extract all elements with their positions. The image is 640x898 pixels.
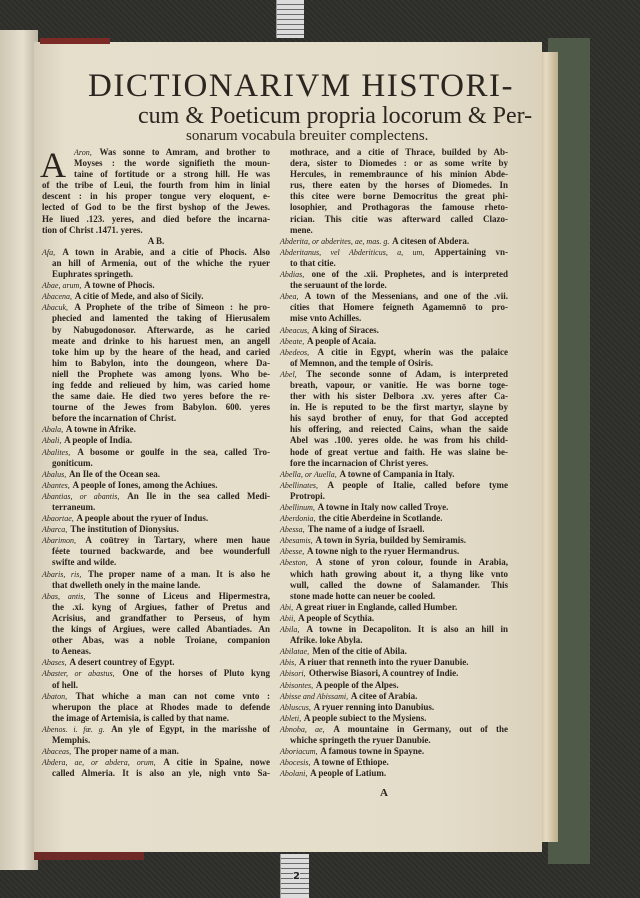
entry-line	[42, 458, 270, 469]
entry-line-headword	[280, 768, 508, 779]
line-text: Was sonne to Amram, and brother to	[99, 147, 270, 157]
entry-line	[42, 613, 270, 624]
entry-line	[42, 358, 270, 369]
entry-line-headword	[42, 424, 270, 435]
line-text: A towne of Phocis.	[84, 280, 155, 291]
line-text: breath, vapour, or vanitie. He was borne toge-	[290, 379, 508, 390]
entry-line	[42, 369, 270, 380]
headword: Abel,	[280, 369, 297, 379]
entry-line-headword	[42, 746, 270, 757]
line-text: A ryuer renning into Danubius.	[313, 701, 435, 712]
line-text: Appertaining vn-	[434, 246, 508, 257]
line-text: A towne of Campania in Italy.	[339, 468, 455, 479]
entry-line-headword	[280, 291, 508, 302]
line-text: A famous towne in Spayne.	[320, 746, 425, 757]
entry-line-headword	[280, 713, 508, 724]
ruler-number: 2	[293, 871, 300, 882]
entry-line	[280, 302, 508, 313]
line-text: A people of Italie, called before tyme	[327, 479, 508, 490]
line-text: The name of a iudge of Israell.	[307, 524, 425, 535]
headword: Abaris, ris,	[42, 569, 82, 579]
entry-line	[280, 214, 508, 225]
line-text: A towne in Decapoliton. It is also an hill in	[306, 624, 508, 635]
line-text: this citee were borne Democritus the great phi-	[290, 191, 508, 202]
line-text: the .xi. kyng of Argiues, father of Pretus and	[52, 601, 270, 612]
line-text: The proper name of a man. It is also he	[87, 568, 270, 579]
entry-line	[42, 158, 270, 169]
line-text: One of the horses of Pluto kyng	[122, 668, 271, 679]
entry-line	[42, 191, 270, 202]
headword: Afa,	[42, 247, 56, 257]
line-text: Protropi.	[290, 490, 325, 501]
entry-line	[42, 236, 270, 247]
line-text: A people of Acaia.	[306, 335, 376, 346]
line-text: A citie in Spaine, nowe	[163, 757, 270, 768]
headword: Abi,	[280, 602, 294, 612]
entry-line	[280, 358, 508, 369]
scale-ruler-top	[276, 0, 304, 38]
entry-line-headword	[280, 480, 508, 491]
right-column	[280, 147, 508, 799]
headword: Abderita, or abderites, ae, mas. g.	[280, 236, 390, 246]
line-text: A citie in Egypt, wherin was the palaice	[317, 346, 508, 357]
entry-line-headword	[280, 347, 508, 358]
headword: Abila,	[280, 625, 300, 635]
line-text: Otherwise Biasori, A countrey of Indie.	[308, 668, 459, 679]
entry-line-headword	[280, 369, 508, 380]
line-text: phecied and lamented the taking of Hierusalem	[52, 313, 270, 324]
headword: Abenos. i. fœ. g.	[42, 724, 105, 734]
line-text: An yle of Egypt, in the marisshe of	[111, 723, 270, 734]
entry-line	[42, 735, 270, 746]
entry-line-headword	[42, 657, 270, 668]
line-text: which hath growing about it, a thyng like vnto	[290, 568, 508, 579]
line-text: of the tribe of Leui, the fourth from him in linial	[42, 180, 270, 191]
line-text: tion of Christ .1471. yeres.	[42, 224, 143, 235]
headword: Aron,	[74, 148, 92, 157]
entry-line-headword	[42, 280, 270, 291]
line-text: A town in Arabie, and a citie of Phocis. Also	[62, 246, 270, 257]
headword: Abocesis,	[280, 758, 311, 768]
entry-line	[280, 391, 508, 402]
line-text: A people subiect to the Mysiens.	[303, 712, 427, 723]
entry-line	[280, 435, 508, 446]
entry-line	[42, 702, 270, 713]
entry-line	[280, 280, 508, 291]
headword: Abii,	[280, 613, 296, 623]
line-text: swifte and wilde.	[52, 557, 117, 568]
entry-line-headword	[42, 513, 270, 524]
line-text: A town in Syria, builded by Semiramis.	[315, 535, 466, 546]
line-text: tourne of the Jewes from Babylon. 600. yeres	[52, 402, 270, 413]
line-text: Hercules, in remembraunce of his minion Abde-	[290, 169, 508, 180]
line-text: the same daie. He died two yeres before the re-	[52, 391, 270, 402]
line-text: A citie of Mede, and also of Sicily.	[74, 291, 204, 302]
entry-line-headword	[280, 269, 508, 280]
headword: Abali,	[42, 436, 62, 446]
entry-line	[42, 336, 270, 347]
entry-line	[42, 169, 270, 180]
entry-line-headword	[280, 546, 508, 557]
line-text: goniticum.	[52, 457, 93, 468]
entry-line	[42, 502, 270, 513]
entry-line	[280, 258, 508, 269]
entry-line-headword	[42, 668, 270, 679]
entry-line-headword	[280, 602, 508, 613]
entry-line	[42, 646, 270, 657]
entry-line	[42, 557, 270, 568]
line-text: A people of Scythia.	[298, 612, 375, 623]
entry-line	[42, 580, 270, 591]
entry-line-headword	[42, 524, 270, 535]
entry-line	[42, 347, 270, 358]
entry-line	[280, 580, 508, 591]
entry-line	[280, 147, 508, 158]
line-text: A coūtrey in Tartary, where men haue	[85, 535, 270, 546]
drop-cap: A	[40, 145, 66, 185]
headword: Abas, antis,	[42, 591, 86, 601]
line-text: descent : in his proper tongue very eloquent, e-	[42, 191, 270, 202]
headword: Abantes,	[42, 480, 70, 490]
line-text: A riuer that renneth into the ryuer Danubie.	[299, 657, 469, 668]
entry-line-headword	[42, 247, 270, 258]
line-text: lected of God to be the first byshop of the Jewes.	[42, 202, 270, 213]
line-text: A bosome or goulfe in the sea, called Tro-	[77, 446, 270, 457]
line-text: A citesen of Abdera.	[392, 235, 470, 246]
entry-line-headword	[280, 513, 508, 524]
line-text: A king of Siraces.	[311, 324, 379, 335]
entry-line-headword	[42, 491, 270, 502]
entry-line-headword	[280, 247, 508, 258]
entry-line	[280, 591, 508, 602]
entry-line	[42, 602, 270, 613]
entry-line-headword	[42, 535, 270, 546]
entry-line-headword	[42, 569, 270, 580]
line-text: his offering, and reiected Cains, whan the saide	[290, 424, 508, 435]
headword: Abacena,	[42, 292, 72, 302]
headword: Abaortae,	[42, 514, 74, 524]
headword: Abesse,	[280, 547, 305, 557]
entry-line	[280, 180, 508, 191]
entry-line	[280, 491, 508, 502]
headword: Aberdonia,	[280, 514, 316, 524]
line-text: in. He is reputed to be the first martyr, slayne by	[290, 402, 508, 413]
headword: Ableti,	[280, 713, 302, 723]
entry-line	[280, 158, 508, 169]
line-text: A great riuer in Englande, called Humber.	[295, 601, 458, 612]
line-text: hode of great vertue and faith. He was slaine be-	[290, 446, 508, 457]
entry-line	[280, 735, 508, 746]
entry-line	[280, 380, 508, 391]
entry-line	[280, 447, 508, 458]
entry-line	[42, 413, 270, 424]
line-text: terraneum.	[52, 502, 96, 512]
line-text: Euphrates springeth.	[52, 269, 134, 280]
line-text: Abel was .100. yeres olde. he was from his child-	[290, 435, 508, 446]
headword: Abderitanus, vel Abderiticus, a, um,	[280, 247, 425, 257]
entry-line	[42, 713, 270, 724]
line-text: The seconde sonne of Adam, is interpreted	[306, 368, 508, 379]
headword: Abella, or Auella,	[280, 469, 337, 479]
line-text: the image of Artemisia, is called by that name.	[52, 712, 229, 723]
entry-line	[42, 202, 270, 213]
entry-line-headword	[280, 702, 508, 713]
line-text: A Prophete of the tribe of Simeon : he pro-	[74, 302, 270, 313]
entry-line-headword	[280, 336, 508, 347]
line-text: taine of fortitude or a strong hill. He was	[74, 169, 270, 180]
line-text: A people of Latium.	[310, 768, 387, 779]
line-text: to Aeneas.	[52, 646, 91, 657]
left-column	[42, 147, 270, 779]
line-text: stone made hotte can neuer be cooled.	[290, 590, 436, 601]
line-text: toke him up by the heare of the head, and caried	[52, 346, 270, 357]
line-text: The proper name of a man.	[74, 746, 179, 757]
headword: Abala,	[42, 425, 64, 435]
line-text: A towne in Afrike.	[65, 424, 136, 435]
headword: Abolani,	[280, 769, 308, 779]
line-text: Afrike. loke Abyla.	[290, 635, 363, 646]
line-text: The institution of Dionysius.	[70, 524, 179, 535]
line-text: his sayd brother of enuy, for that God accepted	[290, 413, 508, 424]
entry-line	[280, 169, 508, 180]
headword: Abacuk,	[42, 303, 68, 313]
line-text: niell the Prophete was among lyons. Who be-	[52, 368, 270, 379]
line-text: meate and drinke to his haruest men, an angell	[52, 335, 270, 346]
headword: Abeston,	[280, 558, 308, 568]
entry-line	[42, 325, 270, 336]
line-text: fore the incarnacion of Christ yeres.	[290, 457, 429, 468]
entry-line	[42, 225, 270, 236]
line-text: A desert countrey of Egypt.	[69, 657, 175, 668]
entry-line	[42, 546, 270, 557]
entry-line-headword	[42, 757, 270, 768]
headword: Abdias,	[280, 270, 305, 280]
entry-line-headword	[280, 724, 508, 735]
entry-line-headword	[42, 302, 270, 313]
headword: Abeacus,	[280, 325, 310, 335]
entry-line	[280, 424, 508, 435]
line-text: That whiche a man can not come vnto :	[75, 690, 270, 701]
line-text: called Almeria. It is also an yle, nigh vnto Sa-	[52, 768, 270, 779]
line-text: A people of the Alpes.	[315, 679, 399, 690]
line-text: Men of the citie of Abila.	[312, 646, 407, 657]
entry-line	[280, 313, 508, 324]
entry-line	[42, 768, 270, 779]
line-text: A B.	[147, 235, 165, 246]
headword: Abaceas,	[42, 747, 72, 757]
catchword: A	[380, 787, 388, 800]
line-text: him to Babylon, into the doungeon, where Da-	[52, 357, 270, 368]
entry-line	[42, 624, 270, 635]
title-line-2: cum & Poeticum propria locorum & Per-	[138, 103, 533, 129]
entry-line-headword	[42, 591, 270, 602]
entry-line-headword	[280, 624, 508, 635]
line-text: A towne nigh to the ryuer Hermandrus.	[306, 546, 460, 557]
entry-line	[42, 258, 270, 269]
headword: Aboriacum,	[280, 747, 318, 757]
line-text: A people of India.	[64, 435, 133, 446]
headword: Abedeos,	[280, 347, 310, 357]
entry-line-headword	[280, 757, 508, 768]
line-text: of hell.	[52, 679, 78, 690]
line-text: A people of Iones, among the Achiues.	[72, 479, 218, 490]
line-text: A stone of yron colour, founde in Arabia,	[315, 557, 508, 568]
entry-line-headword	[42, 469, 270, 480]
entry-line-headword	[42, 147, 270, 158]
entry-line	[42, 269, 270, 280]
binding-strip-top	[40, 38, 110, 44]
entry-line-headword	[280, 646, 508, 657]
line-text: cities that Homere feigneth Agamemnō to pro-	[290, 302, 508, 313]
line-text: A mountaine in Germany, out of the	[333, 723, 508, 734]
line-text: A towne of Ethiope.	[313, 757, 389, 768]
headword: Abaster, or abastus,	[42, 669, 115, 679]
entry-line-headword	[280, 746, 508, 757]
line-text: other Abas, was a noble Troiane, companion	[52, 635, 270, 646]
title-line-3: sonarum vocabula breuiter complectens.	[186, 128, 429, 144]
headword: Abases,	[42, 658, 67, 668]
entry-line	[42, 635, 270, 646]
entry-line	[280, 635, 508, 646]
entry-line-headword	[42, 724, 270, 735]
line-text: ing fedde and relieued by him, was caried home	[52, 379, 270, 390]
entry-line-headword	[280, 557, 508, 568]
entry-line	[280, 202, 508, 213]
entry-line	[42, 214, 270, 225]
entry-line	[280, 402, 508, 413]
line-text: An Ile in the sea called Medi-	[127, 490, 270, 501]
headword: Abilatae,	[280, 647, 310, 657]
line-text: Moyses : the worde signifieth the moun-	[74, 158, 270, 169]
line-text: Acrisius, and grandfather to Perseus, of hym	[52, 612, 270, 623]
line-text: by Nabugodonosor. Afterwarde, as he caried	[52, 324, 270, 335]
line-text: whiche springeth the ryuer Danubie.	[290, 734, 431, 745]
entry-line-headword	[280, 236, 508, 247]
line-text: that dwelleth onely in the maine lande.	[52, 579, 201, 590]
line-text: dera, sister to Diomedes : or as some write by	[290, 158, 508, 169]
line-text: wull, called the downe of Salamander. This	[290, 579, 508, 590]
entry-line-headword	[42, 480, 270, 491]
entry-line	[280, 225, 508, 236]
entry-line	[42, 180, 270, 191]
entry-line-headword	[280, 668, 508, 679]
headword: Abisori,	[280, 669, 306, 679]
line-text: of Memnon, and the temple of Osiris.	[290, 357, 433, 368]
headword: Abisse and Abissami,	[280, 691, 349, 701]
line-text: féete tourned backwarde, and bee wounderfull	[52, 546, 270, 557]
headword: Abdera, ae, or abdera, orum,	[42, 758, 156, 768]
entry-line-headword	[280, 691, 508, 702]
entry-line-headword	[42, 435, 270, 446]
line-text: Memphis.	[52, 734, 91, 745]
line-text: The sonne of Liceus and Hipermestra,	[94, 590, 270, 601]
line-text: losophier, and Prothagoras the famouse rheto-	[290, 202, 508, 213]
line-text: rician. This citie was afterward called Clazo-	[290, 213, 508, 224]
line-text: wherupon the place at Rhodes made to defende	[52, 701, 270, 712]
line-text: mene.	[290, 224, 313, 235]
headword: Abesamis,	[280, 536, 313, 546]
headword: Abellinates,	[280, 480, 318, 490]
entry-line	[280, 191, 508, 202]
headword: Abnoba, ae,	[280, 724, 325, 734]
entry-line	[42, 313, 270, 324]
line-text: the citie Aberdeine in Scotlande.	[318, 513, 443, 524]
headword: Abarimon,	[42, 536, 76, 546]
line-text: A people about the ryuer of Indus.	[76, 513, 209, 524]
headword: Abantias, or abantis,	[42, 491, 120, 501]
line-text: before the incarnation of Christ.	[52, 413, 177, 424]
line-text: an hill of Armenia, out of the whiche the ryuer	[52, 257, 270, 268]
entry-line-headword	[42, 447, 270, 458]
headword: Abaton,	[42, 691, 68, 701]
headword: Abellinum,	[280, 503, 315, 512]
headword: Abeate,	[280, 336, 305, 346]
entry-line-headword	[42, 691, 270, 702]
headword: Abalites,	[42, 447, 71, 457]
entry-line-headword	[280, 325, 508, 336]
entry-line-headword	[280, 657, 508, 668]
line-text: to that citie.	[290, 257, 336, 268]
headword: Abalus,	[42, 469, 67, 479]
entry-line-headword	[280, 613, 508, 624]
headword: Abessa,	[280, 525, 305, 535]
entry-line-headword	[280, 469, 508, 480]
entry-line	[42, 391, 270, 402]
headword: Abluscus,	[280, 702, 311, 712]
line-text: one of the .xii. Prophetes, and is interpreted	[311, 269, 508, 280]
entry-line	[42, 680, 270, 691]
line-text: mise vnto Achilles.	[290, 313, 362, 324]
entry-line	[42, 380, 270, 391]
entry-line-headword	[280, 535, 508, 546]
scale-ruler-bottom	[280, 854, 309, 898]
binding-strip-bottom	[34, 852, 144, 860]
headword: Abarca,	[42, 525, 68, 535]
line-text: An Ile of the Ocean sea.	[69, 468, 160, 479]
facing-page-edge	[0, 30, 38, 870]
entry-line	[280, 569, 508, 580]
line-text: rus, there eaten by the horses of Diomedes. In	[290, 180, 508, 191]
line-text: ther with his sister Delbora .xv. yeres after Ca-	[290, 391, 508, 402]
line-text: A citee of Arabia.	[350, 690, 418, 701]
line-text: He liued .123. yeres, and died before the incarna-	[42, 213, 270, 224]
entry-line-headword	[280, 680, 508, 691]
line-text: mothrace, and a citie of Thrace, builded by Ab-	[290, 147, 508, 157]
line-text: A towne in Italy now called Troye.	[317, 502, 449, 512]
title-line-1: DICTIONARIVM HISTORI-	[88, 68, 514, 104]
headword: Abea,	[280, 292, 299, 302]
line-text: the kings of Argiues, were called Abantiades. An	[52, 624, 270, 635]
headword: Abae, arum,	[42, 281, 82, 291]
line-text: A town of the Messenians, and one of the .vii.	[304, 291, 508, 302]
entry-line	[280, 458, 508, 469]
entry-line	[280, 413, 508, 424]
entry-line-headword	[42, 291, 270, 302]
entry-line-headword	[280, 524, 508, 535]
entry-line-headword	[280, 502, 508, 513]
headword: Abis,	[280, 658, 297, 668]
line-text: the seruaunt of the lorde.	[290, 280, 387, 291]
entry-line	[42, 402, 270, 413]
headword: Abisontes,	[280, 680, 314, 690]
